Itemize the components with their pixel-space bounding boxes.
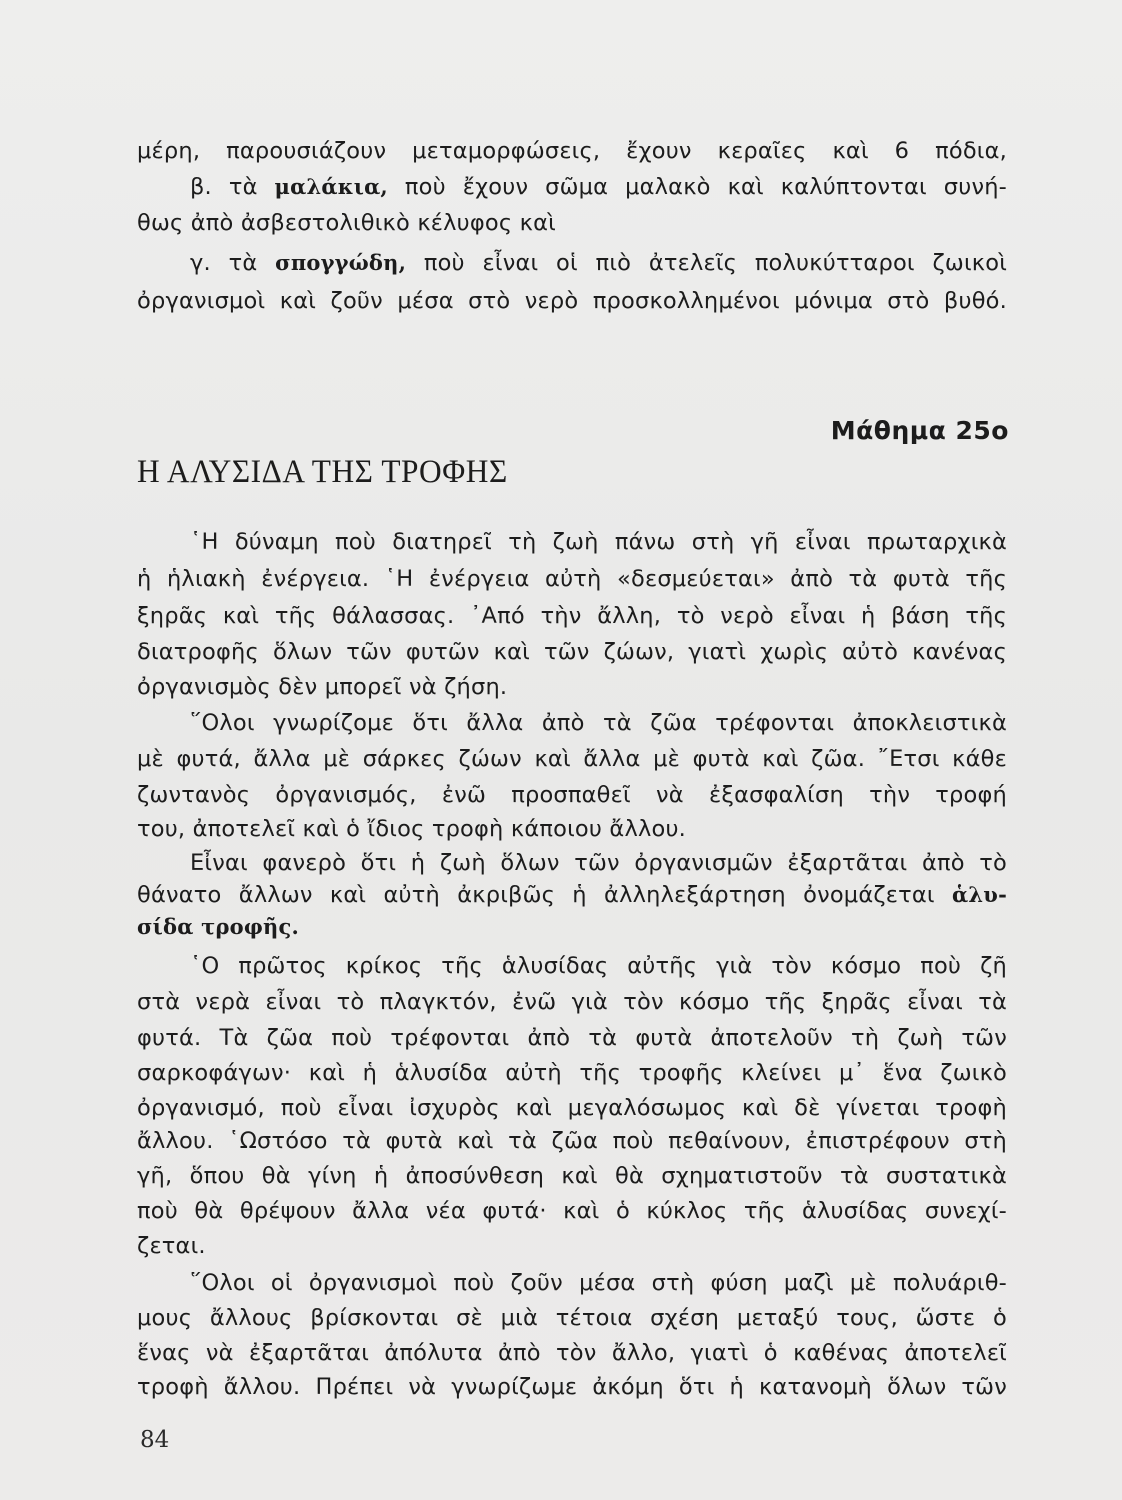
text-line: ξηρᾶς καὶ τῆς θάλασσας. ᾿Από τὴν ἄλλη, τὸ νερὸ εἶναι ἡ βάση τῆς	[137, 603, 1007, 629]
text-line: στὰ νερὰ εἶναι τὸ πλαγκτόν, ἐνῶ γιὰ τὸν κόσμο τῆς ξηρᾶς εἶναι τὰ	[137, 989, 1007, 1015]
text-line: ἡ ἡλιακὴ ἐνέργεια. ῾Η ἐνέργεια αὐτὴ «δεσμεύεται» ἀπὸ τὰ φυτὰ τῆς	[137, 566, 1007, 592]
text-line: ζεται.	[137, 1233, 206, 1259]
text-line: τροφὴ ἄλλου. Πρέπει νὰ γνωρίζωμε ἀκόμη ὅτι ἡ κατανομὴ ὅλων τῶν	[137, 1374, 1007, 1400]
text-line: Εἶναι φανερὸ ὅτι ἡ ζωὴ ὅλων τῶν ὀργανισμῶν ἐξαρτᾶται ἀπὸ τὸ	[190, 850, 1007, 876]
text-line: ἕνας νὰ ἐξαρτᾶται ἀπόλυτα ἀπὸ τὸν ἄλλο, γιατὶ ὁ καθένας ἀποτελεῖ	[137, 1340, 1007, 1366]
bold-term-malakia: μαλάκια,	[274, 174, 388, 199]
text-line: ῞Ολοι γνωρίζομε ὅτι ἄλλα ἀπὸ τὰ ζῶα τρέφονται ἀποκλειστικὰ	[190, 710, 1007, 736]
text-line	[137, 884, 1007, 907]
text-span: θάνατο ἄλλων καὶ αὐτὴ ἀκριβῶς ἡ ἀλληλεξάρτηση ὀνομάζεται	[137, 882, 953, 908]
text-line: φυτά. Τὰ ζῶα ποὺ τρέφονται ἀπὸ τὰ φυτὰ ἀποτελοῦν τὴ ζωὴ τῶν	[137, 1025, 1007, 1051]
text-line: ῾Ο πρῶτος κρίκος τῆς ἁλυσίδας αὐτῆς γιὰ τὸν κόσμο ποὺ ζῆ	[190, 953, 1007, 979]
list-item-b	[190, 176, 1007, 199]
text-line: του, ἀποτελεῖ καὶ ὁ ἴδιος τροφὴ κάποιου ἄλλου.	[137, 816, 687, 842]
text-line: μὲ φυτά, ἄλλα μὲ σάρκες ζώων καὶ ἄλλα μὲ φυτὰ καὶ ζῶα. ῎Ετσι κάθε	[137, 746, 1007, 772]
bold-term-trofis: σίδα τροφῆς.	[137, 914, 299, 939]
bold-term-spongodi: σπογγώδη,	[275, 250, 407, 275]
text-line	[137, 916, 1007, 939]
chapter-title: Η ΑΛΥΣΙΔΑ ΤΗΣ ΤΡΟΦΗΣ	[137, 454, 508, 490]
text-line: γῆ, ὅπου θὰ γίνη ἡ ἀποσύνθεση καὶ θὰ σχηματιστοῦν τὰ συστατικὰ	[137, 1163, 1007, 1189]
item-prefix: γ. τὰ	[190, 250, 276, 276]
text-line: ὀργανισμὸς δὲν μπορεῖ νὰ ζήση.	[137, 674, 508, 700]
text-line: ζωντανὸς ὀργανισμός, ἐνῶ προσπαθεῖ νὰ ἐξασφαλίση τὴν τροφή	[137, 782, 1007, 808]
text-line: ὀργανισμοὶ καὶ ζοῦν μέσα στὸ νερὸ προσκολλημένοι μόνιμα στὸ βυθό.	[137, 288, 1007, 314]
text-line: ὀργανισμό, ποὺ εἶναι ἰσχυρὸς καὶ μεγαλόσωμος καὶ δὲ γίνεται τροφὴ	[137, 1095, 1007, 1121]
item-prefix: β. τὰ	[190, 174, 275, 200]
text-line: ῾Η δύναμη ποὺ διατηρεῖ τὴ ζωὴ πάνω στὴ γῆ εἶναι πρωταρχικὰ	[190, 529, 1007, 555]
text-line: θως ἀπὸ ἀσβεστολιθικὸ κέλυφος καὶ	[137, 210, 556, 236]
item-text: ποὺ ἔχουν σῶμα μαλακὸ καὶ καλύπτονται συνή-	[387, 174, 1007, 200]
text-line: μέρη, παρουσιάζουν μεταμορφώσεις, ἔχουν κεραῖες καὶ 6 πόδια,	[137, 138, 1007, 164]
text-line: ἄλλου. ῾Ωστόσο τὰ φυτὰ καὶ τὰ ζῶα ποὺ πεθαίνουν, ἐπιστρέφουν στὴ	[137, 1128, 1007, 1154]
item-text: ποὺ εἶναι οἱ πιὸ ἀτελεῖς πολυκύτταροι ζωικοὶ	[406, 250, 1008, 276]
text-line: ῞Ολοι οἱ ὀργανισμοὶ ποὺ ζοῦν μέσα στὴ φύση μαζὶ μὲ πολυάριθ-	[190, 1270, 1007, 1296]
text-line: διατροφῆς ὅλων τῶν φυτῶν καὶ τῶν ζώων, γιατὶ χωρὶς αὐτὸ κανένας	[137, 639, 1007, 665]
lesson-label: Μάθημα 25ο	[830, 416, 1009, 445]
list-item-c	[190, 252, 1007, 275]
page-number: 84	[140, 1427, 170, 1453]
text-line: μους ἄλλους βρίσκονται σὲ μιὰ τέτοια σχέση μεταξύ τους, ὥστε ὁ	[137, 1305, 1007, 1331]
text-line: σαρκοφάγων· καὶ ἡ ἁλυσίδα αὐτὴ τῆς τροφῆς κλείνει μ᾿ ἕνα ζωικὸ	[137, 1060, 1007, 1086]
text-line: ποὺ θὰ θρέψουν ἄλλα νέα φυτά· καὶ ὁ κύκλος τῆς ἁλυσίδας συνεχί-	[137, 1198, 1007, 1224]
bold-term-alysida: ἁλυ-	[952, 882, 1007, 907]
